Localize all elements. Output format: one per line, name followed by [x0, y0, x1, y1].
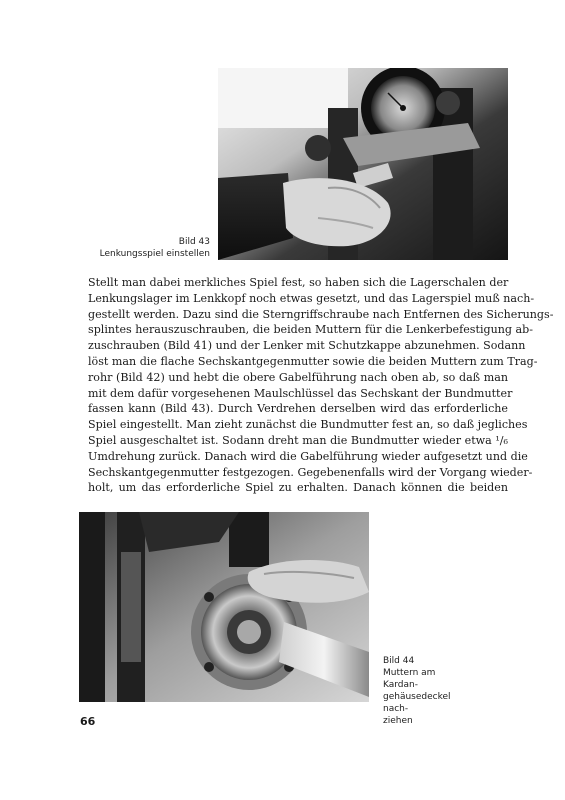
body-line: Sechskantgegenmutter festgezogen. Gegebenenfalls wird der Vorgang wieder-	[88, 465, 533, 479]
figure-caption-top	[60, 236, 210, 260]
photo-cardan-housing	[79, 512, 369, 702]
body-line: zuschrauben (Bild 41) und der Lenker mit Schutzkappe abzunehmen. Sodann	[88, 339, 526, 353]
photo-steering-adjustment	[218, 68, 508, 260]
body-line: fassen kann (Bild 43). Durch Verdrehen derselben wird das erforderliche	[88, 402, 508, 416]
figure-number: Bild 43	[178, 237, 210, 247]
body-line: Spiel ausgeschaltet ist. Sodann dreht man die Bundmutter wieder etwa ¹/₆	[88, 433, 508, 447]
figure-caption-line: ziehen	[383, 716, 413, 726]
figure-number: Bild 44	[383, 656, 415, 666]
steering-head-illustration	[218, 68, 508, 260]
body-line: holt, um das erforderliche Spiel zu erhalten. Danach können die beiden	[88, 481, 508, 495]
figure-caption-line: gehäusedeckel nach-	[383, 692, 451, 714]
page-number: 66	[80, 715, 96, 728]
figure-caption-line: Muttern am Kardan-	[383, 668, 436, 690]
body-line: Stellt man dabei merkliches Spiel fest, so haben sich die Lagerschalen der	[88, 276, 509, 289]
body-paragraph	[88, 275, 554, 496]
body-line: Umdrehung zurück. Danach wird die Gabelführung wieder aufgesetzt und die	[88, 449, 528, 463]
figure-caption-text: Lenkungsspiel einstellen	[99, 249, 210, 259]
body-line: rohr (Bild 42) und hebt die obere Gabelführung nach oben ab, so daß man	[88, 370, 508, 384]
body-line: mit dem dafür vorgesehenen Maulschlüssel das Sechskant der Bundmutter	[88, 386, 513, 400]
body-line: löst man die flache Sechskantgegenmutter sowie die beiden Muttern zum Trag-	[88, 354, 538, 368]
body-line: Lenkungslager im Lenkkopf noch etwas gesetzt, und das Lagerspiel muß nach-	[88, 291, 535, 305]
figure-caption-bottom	[383, 655, 473, 727]
body-line: gestellt werden. Dazu sind die Sterngriffschraube nach Entfernen des Sicherungs-	[88, 307, 554, 321]
body-line: splintes herauszuschrauben, die beiden Muttern für die Lenkerbefestigung ab-	[88, 323, 533, 337]
cardan-housing-illustration	[79, 512, 369, 702]
body-line: Spiel eingestellt. Man zieht zunächst die Bundmutter fest an, so daß jegliches	[88, 418, 528, 432]
